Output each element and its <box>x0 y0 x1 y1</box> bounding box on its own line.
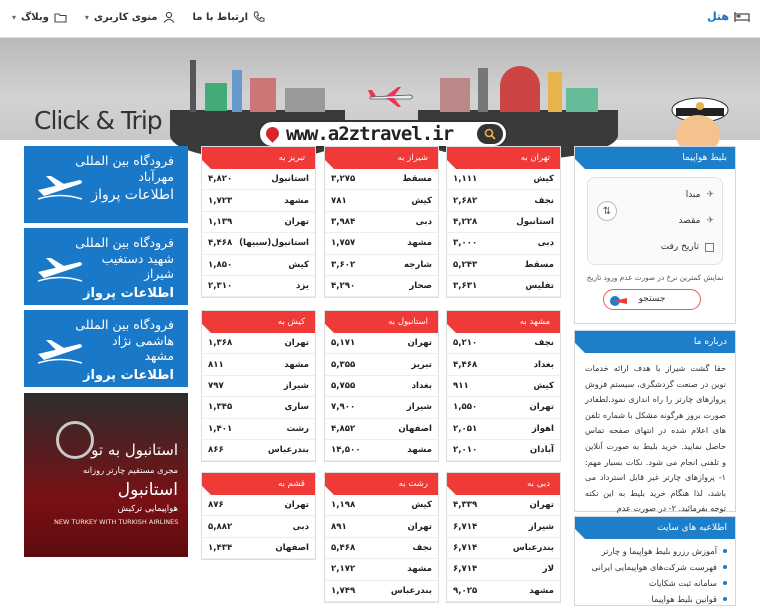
flight-origin: تهران به <box>520 153 550 163</box>
flight-price: ۴,۲۹۰ <box>331 281 356 292</box>
nav-menu <box>12 11 265 23</box>
flight-origin: شیراز به <box>397 153 428 163</box>
flight-price: ۱,۷۲۳ <box>208 195 233 206</box>
flight-row[interactable] <box>202 276 315 297</box>
booking-panel-header <box>575 147 735 169</box>
flight-destination: دبی <box>415 216 432 227</box>
ad-line: فرودگاه بین المللی <box>75 317 174 332</box>
flight-destination: تبریز <box>411 359 432 370</box>
building-decoration <box>566 88 598 112</box>
flight-destination: صحار <box>409 281 432 292</box>
swap-button[interactable] <box>597 201 617 221</box>
flight-destination: تهران <box>529 402 554 413</box>
flight-price: ۹۱۱ <box>453 380 469 391</box>
flight-row[interactable] <box>325 354 438 375</box>
building-decoration <box>205 83 227 111</box>
flight-price: ۲,۰۵۱ <box>453 423 478 434</box>
flight-price: ۷,۹۰۰ <box>331 402 356 413</box>
flight-destination: بندرعباس <box>512 542 554 553</box>
flight-row[interactable] <box>447 190 560 211</box>
flight-row[interactable] <box>447 516 560 537</box>
flight-row[interactable] <box>447 255 560 276</box>
flight-row[interactable] <box>447 397 560 418</box>
flight-table <box>446 146 561 298</box>
flight-price: ۳,۲۷۵ <box>331 174 356 185</box>
flight-price: ۲,۰۱۰ <box>453 445 478 456</box>
flight-destination: دبی <box>537 238 554 249</box>
flight-price: ۴,۴۶۸ <box>208 238 233 249</box>
flight-price: ۵,۸۸۲ <box>208 521 233 532</box>
flight-destination: شیراز <box>528 521 554 532</box>
flight-price: ۸۶۶ <box>208 445 224 456</box>
flight-price: ۵,۲۴۳ <box>453 259 478 270</box>
flight-destination: مسقط <box>402 174 432 185</box>
flight-destination: اصفهان <box>398 423 432 434</box>
flight-origin: تبریز به <box>278 153 305 163</box>
tower-decoration <box>190 60 196 112</box>
building-decoration <box>285 88 325 112</box>
airplane-logo-icon <box>36 256 84 286</box>
flight-destination: شارجه <box>403 259 432 270</box>
flight-table <box>324 310 439 462</box>
flight-price: ۱,۵۵۰ <box>453 402 478 413</box>
flight-origin: قشم به <box>278 479 305 489</box>
flight-row[interactable] <box>202 212 315 233</box>
flight-row[interactable] <box>325 169 438 190</box>
flight-price: ۱,۷۴۹ <box>331 585 356 596</box>
takeoff-icon: ✈ <box>706 190 714 200</box>
flight-booking-panel <box>574 146 736 324</box>
flight-destination: مشهد <box>284 359 309 370</box>
date-field[interactable] <box>661 242 714 252</box>
flight-destination: تهران <box>407 521 432 532</box>
flight-price: ۳,۰۰۰ <box>453 238 478 249</box>
nav-hotel-link[interactable] <box>707 10 750 23</box>
nav-user-menu[interactable] <box>85 11 175 23</box>
search-icon <box>477 124 503 144</box>
destination-field[interactable] <box>679 216 714 226</box>
flight-table <box>324 146 439 298</box>
flight-origin: کیش به <box>277 317 305 327</box>
flight-table <box>201 472 316 560</box>
flight-row[interactable] <box>202 354 315 375</box>
flight-origin: رشت به <box>398 479 428 489</box>
booking-hint: نمایش کمترین نرخ در صورت عدم ورود تاریخ <box>586 273 724 282</box>
phone-icon <box>253 11 265 23</box>
building-decoration <box>440 78 470 112</box>
flight-row[interactable] <box>447 495 560 516</box>
top-nav-bar <box>0 0 760 38</box>
flight-destination: استانبول(سبیها) <box>239 238 309 249</box>
flight-row[interactable] <box>325 233 438 254</box>
flight-destination: نجف <box>412 542 432 553</box>
flight-table <box>324 472 439 603</box>
flight-row[interactable] <box>447 233 560 254</box>
booking-form <box>587 177 723 265</box>
flight-price: ۱۴,۵۰۰ <box>331 445 361 456</box>
flight-row[interactable] <box>325 276 438 297</box>
flight-price: ۷۸۱ <box>331 195 347 206</box>
istanbul-promo-ad[interactable] <box>24 393 188 557</box>
flight-row[interactable] <box>202 333 315 354</box>
ad-line: اطلاعات پرواز <box>83 286 174 301</box>
flight-price: ۶,۷۱۴ <box>453 521 478 532</box>
flight-price: ۲,۳۱۰ <box>208 281 233 292</box>
flight-destination: کیش <box>411 195 432 206</box>
flight-row[interactable] <box>447 333 560 354</box>
flight-destination: کیش <box>533 380 554 391</box>
building-decoration <box>478 68 488 112</box>
chevron-down-icon: ▾ <box>84 12 89 22</box>
flight-price: ۶,۷۱۴ <box>453 564 478 575</box>
flight-table-header <box>447 147 560 169</box>
url-display <box>258 120 508 148</box>
flight-destination: تهران <box>284 338 309 349</box>
flight-destination: نجف <box>534 195 554 206</box>
flight-row[interactable] <box>447 559 560 580</box>
flight-price: ۲,۱۷۲ <box>331 564 356 575</box>
flight-destination: مشهد <box>407 564 432 575</box>
flight-origin: مشهد به <box>519 317 550 327</box>
flight-price: ۵,۷۵۵ <box>331 380 356 391</box>
flight-row[interactable] <box>325 255 438 276</box>
flight-destination: تهران <box>407 338 432 349</box>
flight-destination: استانبول <box>516 216 554 227</box>
flight-destination: اصفهان <box>275 542 309 553</box>
flight-destination: رشت <box>286 423 309 434</box>
flight-table <box>201 310 316 462</box>
ad-line: هاشمی نژاد <box>112 333 174 348</box>
flight-table-header <box>447 311 560 333</box>
flight-destination: تهران <box>284 216 309 227</box>
flight-row[interactable] <box>325 376 438 397</box>
flight-row[interactable] <box>325 440 438 461</box>
flight-table <box>446 472 561 603</box>
chevron-down-icon: ▾ <box>12 12 17 22</box>
flight-price: ۵,۲۱۰ <box>453 338 478 349</box>
news-item[interactable]: فهرست شرکت‌های هواپیمایی ایرانی <box>575 559 735 575</box>
flight-table-header <box>202 311 315 333</box>
flight-destination: دبی <box>292 521 309 532</box>
flight-destination: ساری <box>284 402 309 413</box>
rocket-icon <box>609 295 629 307</box>
flight-price: ۱,۴۰۱ <box>208 423 233 434</box>
folder-icon <box>54 12 67 23</box>
flight-destination: تهران <box>529 500 554 511</box>
flight-destination: بندرعباس <box>267 445 309 456</box>
flight-price: ۲,۶۸۲ <box>453 195 478 206</box>
flight-table-header <box>325 147 438 169</box>
flight-destination: تهران <box>284 500 309 511</box>
flight-price: ۹,۰۲۵ <box>453 585 478 596</box>
flight-row[interactable] <box>202 190 315 211</box>
about-panel <box>574 330 736 512</box>
search-button-label: جستجو <box>638 294 666 304</box>
flight-price: ۴,۳۳۹ <box>453 500 478 511</box>
flight-row[interactable] <box>325 212 438 233</box>
flight-destination: آبادان <box>529 445 554 456</box>
flight-row[interactable] <box>447 276 560 297</box>
nav-user-label: منوی کاربری <box>93 11 158 23</box>
flight-table <box>201 146 316 298</box>
flight-row[interactable] <box>447 376 560 397</box>
flight-row[interactable] <box>447 581 560 602</box>
ad-line: مهرآباد <box>138 169 174 184</box>
about-panel-header <box>575 331 735 353</box>
flight-destination: مشهد <box>407 238 432 249</box>
flight-destination: لار <box>542 564 554 575</box>
flight-price: ۱,۳۴۵ <box>208 402 233 413</box>
promo-line: NEW TURKEY WITH TURKISH AIRLINES <box>54 518 179 526</box>
ad-line: اطلاعات پرواز <box>83 368 174 383</box>
ad-line: اطلاعات پرواز <box>91 187 174 203</box>
flight-price: ۱,۱۱۱ <box>453 174 478 185</box>
clock-icon <box>56 421 94 459</box>
ad-line: فرودگاه بین المللی <box>75 235 174 250</box>
flight-row[interactable] <box>202 376 315 397</box>
flight-row[interactable] <box>325 495 438 516</box>
promo-line: هواپیمایی ترکیش <box>117 504 178 514</box>
building-decoration <box>232 70 242 112</box>
slogan-logo: Click & Trip <box>34 106 162 135</box>
flight-price: ۱,۷۵۷ <box>331 238 356 249</box>
destination-label: مقصد <box>678 216 701 226</box>
news-item[interactable]: سامانه ثبت شکایات <box>575 575 735 591</box>
flight-table-header <box>325 311 438 333</box>
flight-row[interactable] <box>202 397 315 418</box>
about-text: حقا گشت شیراز با هدف ارائه خدمات نوین در صنعت گردشگری، سیستم فروش پروازهای چارتر را راه اندازی نمود.لطفادر صورت بروز هرگونه مشکل با شماره تلفن های اعلام شده در انتهای صفحه تماس حاصل نمایید. خرید بلیط به صورت آنلاین و تلفنی انجام می شود. نکات بسیار مهم: ۱- پروازهای چارتر غیر قابل استرداد می باشد، لذا هنگام خرید بلیط به این نکته توجه بفرمائید. ۲- در صورت عدم <box>585 363 726 514</box>
flight-price: ۷۹۷ <box>208 380 224 391</box>
flight-price: ۵,۱۷۱ <box>331 338 356 349</box>
ad-line: فرودگاه بین المللی <box>75 153 174 168</box>
news-panel <box>574 516 736 606</box>
building-decoration <box>250 78 276 112</box>
promo-line: استانبول <box>117 480 178 500</box>
flight-row[interactable] <box>202 255 315 276</box>
flight-row[interactable] <box>447 169 560 190</box>
about-title: درباره ما <box>693 337 727 347</box>
news-panel-header <box>575 517 735 539</box>
nav-contact-label: ارتباط با ما <box>192 11 249 23</box>
ad-line: شیراز <box>144 267 174 281</box>
flight-row[interactable] <box>202 495 315 516</box>
site-url: www.a2ztravel.ir <box>286 123 454 145</box>
flight-price: ۶,۷۱۴ <box>453 542 478 553</box>
flight-row[interactable] <box>325 419 438 440</box>
flight-destination: تفلیس <box>525 281 554 292</box>
flight-destination: نجف <box>534 338 554 349</box>
nav-blog-label: وبلاگ <box>21 11 49 23</box>
flight-row[interactable] <box>325 333 438 354</box>
hero-banner <box>0 38 760 145</box>
promo-line: استانبول به تو <box>91 441 178 459</box>
flight-destination: بندرعباس <box>390 585 432 596</box>
landing-icon: ✈ <box>706 216 714 226</box>
flight-price: ۵,۴۶۸ <box>331 542 356 553</box>
news-title: اطلاعیه های سایت <box>657 523 727 533</box>
flight-price: ۴,۸۲۰ <box>208 174 233 185</box>
flight-destination: شیراز <box>283 380 309 391</box>
flight-origin: استانبول به <box>388 317 428 327</box>
flight-row[interactable] <box>447 419 560 440</box>
flight-row[interactable] <box>325 397 438 418</box>
airplane-logo-icon <box>36 174 84 204</box>
ad-mashhad-airport[interactable] <box>24 310 188 387</box>
origin-label: مبدا <box>685 190 701 200</box>
ad-line: مشهد <box>144 349 174 363</box>
building-decoration <box>548 72 562 112</box>
flight-row[interactable] <box>447 440 560 461</box>
flight-destination: بغداد <box>533 359 554 370</box>
flight-destination: بغداد <box>411 380 432 391</box>
flight-table-header <box>447 473 560 495</box>
flight-destination: مسقط <box>524 259 554 270</box>
swap-icon: ⇅ <box>602 205 612 217</box>
flight-price: ۴,۲۲۸ <box>453 216 478 227</box>
bed-icon <box>734 11 750 23</box>
flight-row[interactable] <box>202 419 315 440</box>
flight-table-header <box>325 473 438 495</box>
flight-price: ۵,۳۵۵ <box>331 359 356 370</box>
ad-shiraz-airport[interactable] <box>24 228 188 305</box>
flight-row[interactable] <box>202 538 315 559</box>
flight-table <box>446 310 561 462</box>
flight-table-header <box>202 147 315 169</box>
nav-contact[interactable] <box>193 11 266 23</box>
location-pin-icon <box>263 124 281 142</box>
flight-row[interactable] <box>202 169 315 190</box>
flight-row[interactable] <box>325 516 438 537</box>
flight-destination: کیش <box>288 259 309 270</box>
flight-row[interactable] <box>447 212 560 233</box>
user-icon <box>163 11 175 23</box>
promo-line: مجری مستقیم چارتر روزانه <box>83 465 178 475</box>
origin-field[interactable] <box>686 190 714 200</box>
flight-row[interactable] <box>325 559 438 580</box>
flight-destination: مشهد <box>284 195 309 206</box>
flight-row[interactable] <box>202 233 315 254</box>
flight-row[interactable] <box>202 440 315 461</box>
flight-price: ۱,۱۹۸ <box>331 500 356 511</box>
nav-hotel-label: هتل <box>707 10 729 23</box>
flight-price: ۳,۹۸۴ <box>331 216 356 227</box>
flight-price: ۱,۸۵۰ <box>208 259 233 270</box>
flight-price: ۱,۳۶۸ <box>208 338 233 349</box>
flight-price: ۴,۴۶۸ <box>453 359 478 370</box>
news-list <box>575 539 735 607</box>
flight-destination: اهواز <box>531 423 554 434</box>
news-item[interactable]: آموزش رزرو بلیط هواپیما و چارتر <box>575 543 735 559</box>
date-label: تاریخ رفت <box>660 242 699 252</box>
airplane-logo-icon <box>36 338 84 368</box>
flight-price: ۳,۶۰۲ <box>331 259 356 270</box>
flight-destination: کیش <box>533 174 554 185</box>
flight-row[interactable] <box>202 516 315 537</box>
flight-destination: مشهد <box>407 445 432 456</box>
flight-destination: مشهد <box>529 585 554 596</box>
flight-destination: شیراز <box>406 402 432 413</box>
flight-price: ۳,۶۳۱ <box>453 281 478 292</box>
ad-line: شهید دستغیب <box>101 251 174 266</box>
flight-table-header <box>202 473 315 495</box>
flight-row[interactable] <box>447 538 560 559</box>
flight-row[interactable] <box>325 581 438 602</box>
flight-origin: دبی به <box>527 479 550 489</box>
news-item[interactable]: قوانین بلیط هواپیما <box>575 591 735 607</box>
flight-price: ۱,۱۳۹ <box>208 216 233 227</box>
building-decoration <box>500 66 540 112</box>
ad-mehrabad-airport[interactable] <box>24 146 188 223</box>
flight-row[interactable] <box>447 354 560 375</box>
flight-row[interactable] <box>325 538 438 559</box>
nav-blog[interactable] <box>12 12 67 23</box>
flight-row[interactable] <box>325 190 438 211</box>
flight-price: ۸۹۱ <box>331 521 347 532</box>
calendar-icon <box>705 243 714 252</box>
flight-destination: یزد <box>296 281 309 292</box>
flight-destination: استانبول <box>271 174 309 185</box>
flight-price: ۸۷۶ <box>208 500 224 511</box>
airplane-decoration <box>368 86 416 108</box>
booking-title: بلیط هواپیما <box>682 153 727 163</box>
flight-price: ۱,۴۳۴ <box>208 542 233 553</box>
flight-price: ۴,۸۵۲ <box>331 423 356 434</box>
flight-destination: کیش <box>411 500 432 511</box>
flight-price: ۸۱۱ <box>208 359 224 370</box>
